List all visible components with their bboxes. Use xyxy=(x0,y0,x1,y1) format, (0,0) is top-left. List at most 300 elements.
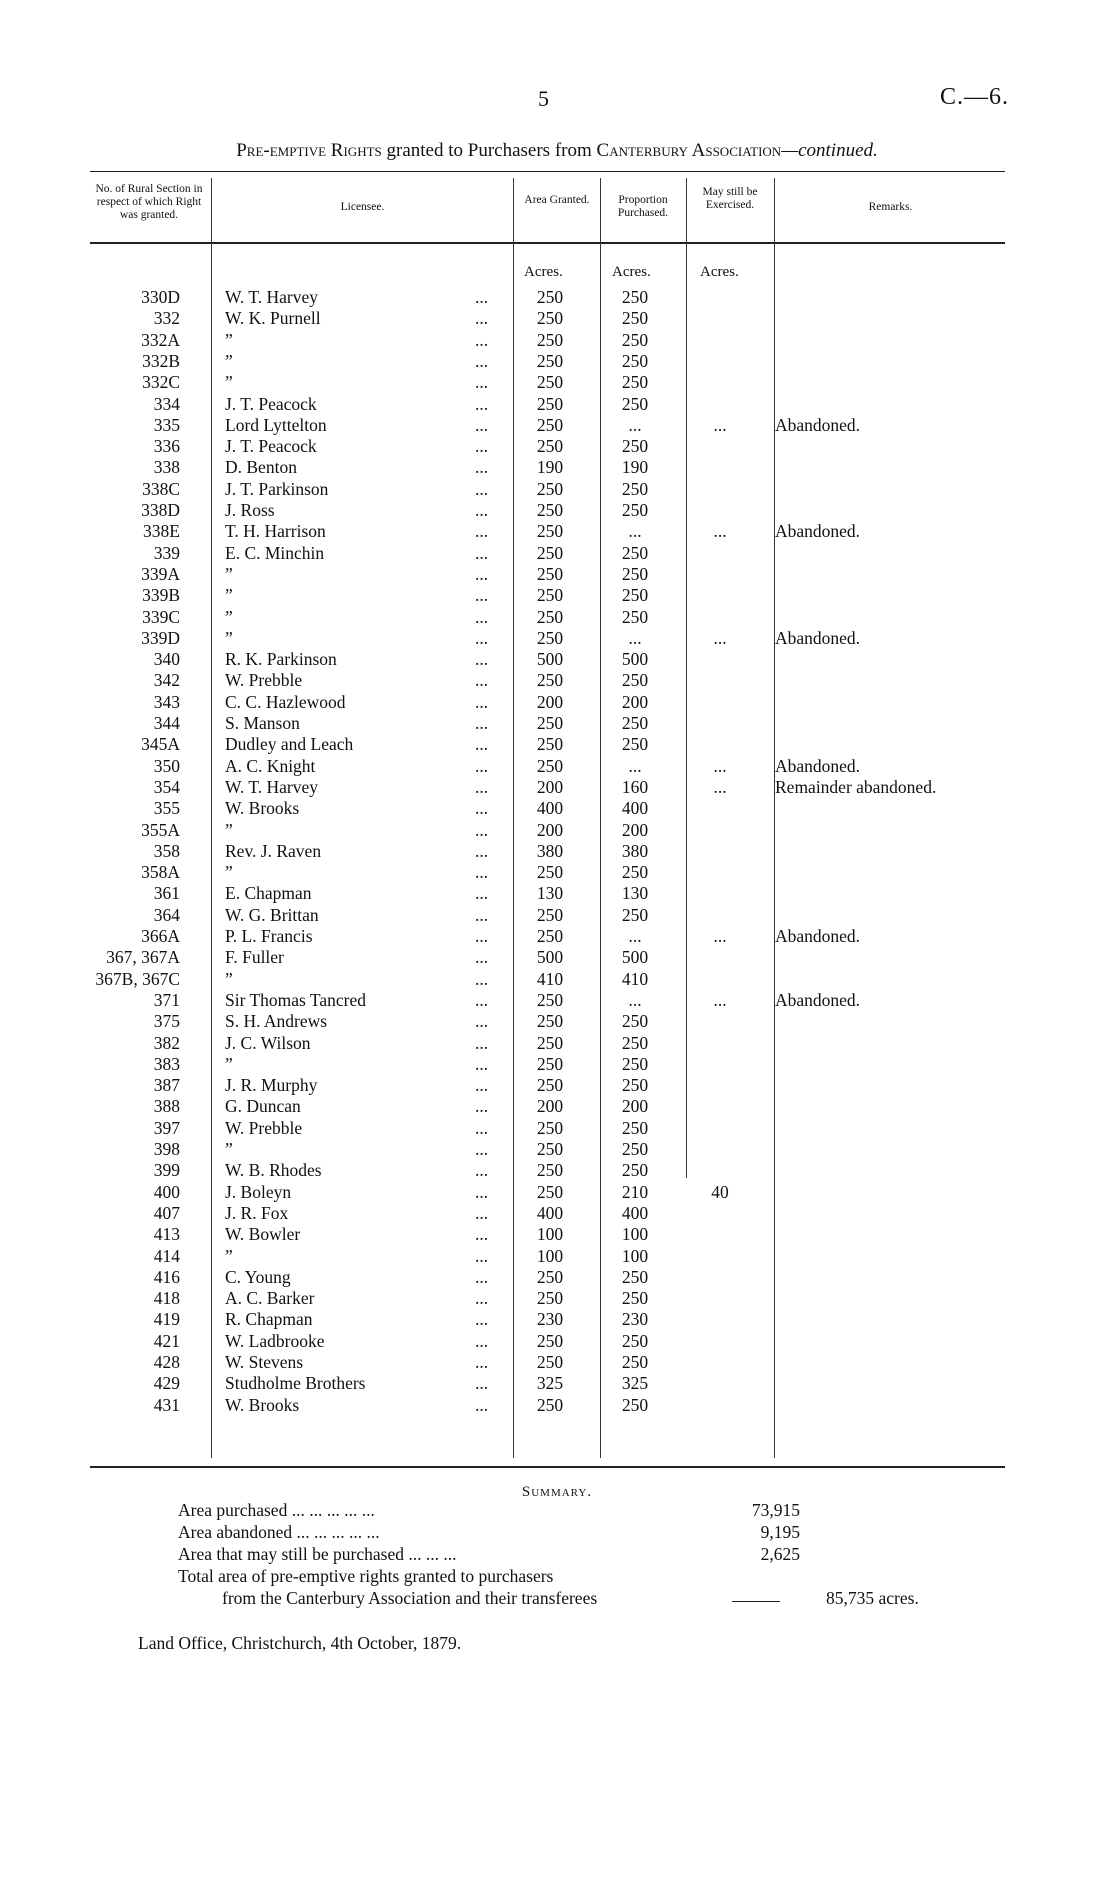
table-row xyxy=(90,947,1020,968)
licensee-cell: C. Young xyxy=(225,1266,291,1287)
area-cell: 250 xyxy=(536,308,564,329)
table-row xyxy=(90,841,1020,862)
leader-dots: ... xyxy=(475,521,489,542)
section-cell: 355A xyxy=(141,819,180,840)
table-row xyxy=(90,1203,1020,1224)
licensee-cell: J. C. Wilson xyxy=(225,1032,311,1053)
proportion-cell: 250 xyxy=(621,478,649,499)
leader-dots: ... xyxy=(475,776,489,797)
licensee-cell: J. R. Fox xyxy=(225,1202,289,1223)
proportion-cell: 250 xyxy=(621,862,649,883)
proportion-cell: 100 xyxy=(621,1224,649,1245)
table-row xyxy=(90,1395,1020,1416)
table-row xyxy=(90,351,1020,372)
section-cell: 345A xyxy=(141,734,180,755)
table-row xyxy=(90,1373,1020,1394)
section-cell: 332A xyxy=(141,329,180,350)
proportion-cell: 250 xyxy=(621,563,649,584)
may-exercise-cell: ... xyxy=(713,989,727,1010)
area-cell: 400 xyxy=(536,1202,564,1223)
section-cell: 332B xyxy=(142,350,180,371)
licensee-cell: J. R. Murphy xyxy=(225,1075,318,1096)
proportion-cell: ... xyxy=(628,521,642,542)
proportion-cell: 160 xyxy=(621,776,649,797)
proportion-cell: 250 xyxy=(621,1266,649,1287)
table-row xyxy=(90,756,1020,777)
proportion-cell: 250 xyxy=(621,1117,649,1138)
section-cell: 339D xyxy=(141,627,180,648)
col-header-may: May still be Exercised. xyxy=(702,186,758,211)
section-cell: 388 xyxy=(153,1096,180,1117)
area-cell: 250 xyxy=(536,393,564,414)
area-cell: 380 xyxy=(536,840,564,861)
section-cell: 334 xyxy=(153,393,180,414)
proportion-cell: 250 xyxy=(621,393,649,414)
proportion-cell: 250 xyxy=(621,606,649,627)
area-cell: 250 xyxy=(536,372,564,393)
leader-dots: ... xyxy=(475,798,489,819)
leader-dots: ... xyxy=(475,585,489,606)
section-cell: 336 xyxy=(153,436,180,457)
proportion-cell: 250 xyxy=(621,1075,649,1096)
leader-dots: ... xyxy=(475,862,489,883)
table-row xyxy=(90,394,1020,415)
remarks-cell: Abandoned. xyxy=(775,414,861,435)
section-cell: 400 xyxy=(153,1181,180,1202)
licensee-cell: ” xyxy=(225,329,233,350)
area-cell: 250 xyxy=(536,606,564,627)
title-org: Canterbury Association xyxy=(596,140,782,161)
proportion-cell: 250 xyxy=(621,585,649,606)
page-code: C.—6. xyxy=(940,84,1010,110)
table-row xyxy=(90,820,1020,841)
area-cell: 250 xyxy=(536,1053,564,1074)
may-exercise-cell: ... xyxy=(713,627,727,648)
section-cell: 338 xyxy=(153,457,180,478)
leader-dots: ... xyxy=(475,713,489,733)
summary-title-text: Summary. xyxy=(521,1484,593,1500)
licensee-cell: W. Prebble xyxy=(225,670,303,691)
area-cell: 200 xyxy=(536,819,564,840)
area-cell: 250 xyxy=(536,542,564,563)
proportion-cell: 250 xyxy=(621,904,649,925)
leader-dots: ... xyxy=(475,1352,489,1372)
section-cell: 361 xyxy=(153,883,180,904)
proportion-cell: 230 xyxy=(621,1309,649,1330)
leader-dots: ... xyxy=(475,350,489,371)
area-cell: 230 xyxy=(536,1309,564,1330)
licensee-cell: ” xyxy=(225,819,233,840)
leader-dots: ... xyxy=(475,1117,489,1138)
area-cell: 250 xyxy=(536,755,564,776)
leader-dots: ... xyxy=(475,563,489,584)
licensee-cell: ” xyxy=(225,350,233,371)
table-row xyxy=(90,734,1020,755)
area-cell: 410 xyxy=(536,968,564,989)
licensee-cell: W. Ladbrooke xyxy=(225,1330,325,1351)
remarks-cell: Abandoned. xyxy=(775,926,861,946)
table-row xyxy=(90,287,1020,308)
summary-total-line2: from the Canterbury Association and their transferees xyxy=(222,1588,598,1608)
leader-dots: ... xyxy=(475,1139,489,1159)
proportion-cell: 250 xyxy=(621,287,649,307)
leader-dots: ... xyxy=(475,457,489,478)
table-row xyxy=(90,415,1020,436)
summary-total-value: 85,735 acres. xyxy=(826,1588,919,1608)
licensee-cell: Lord Lyttelton xyxy=(225,414,327,435)
licensee-cell: W. Bowler xyxy=(225,1224,301,1245)
licensee-cell: Sir Thomas Tancred xyxy=(225,989,367,1010)
leader-dots: ... xyxy=(475,1160,489,1181)
area-cell: 100 xyxy=(536,1224,564,1245)
leader-dots: ... xyxy=(475,372,489,393)
section-cell: 428 xyxy=(153,1352,180,1372)
area-cell: 250 xyxy=(536,1160,564,1181)
proportion-cell: 190 xyxy=(621,457,649,478)
licensee-cell: ” xyxy=(225,862,233,883)
section-cell: 419 xyxy=(153,1309,180,1330)
area-cell: 250 xyxy=(536,1117,564,1138)
proportion-cell: 400 xyxy=(621,798,649,819)
section-cell: 418 xyxy=(153,1288,180,1309)
section-cell: 339A xyxy=(141,563,180,584)
area-cell: 250 xyxy=(536,989,564,1010)
title-suffix: —continued. xyxy=(781,140,878,161)
area-cell: 250 xyxy=(536,563,564,584)
summary-purchased-label: Area purchased ... ... ... ... ... xyxy=(178,1500,375,1520)
area-cell: 250 xyxy=(536,521,564,542)
leader-dots: ... xyxy=(475,414,489,435)
licensee-cell: E. Chapman xyxy=(225,883,312,904)
leader-dots: ... xyxy=(475,500,489,520)
section-cell: 367B, 367C xyxy=(95,968,180,989)
section-cell: 397 xyxy=(153,1117,180,1138)
proportion-cell: 250 xyxy=(621,500,649,520)
table-row xyxy=(90,330,1020,351)
may-exercise-cell: ... xyxy=(713,755,727,776)
licensee-cell: Studholme Brothers xyxy=(225,1373,366,1394)
section-cell: 332 xyxy=(153,308,180,329)
table-row xyxy=(90,628,1020,649)
proportion-cell: 250 xyxy=(621,1032,649,1053)
area-cell: 250 xyxy=(536,436,564,457)
licensee-cell: T. H. Harrison xyxy=(225,521,326,542)
may-exercise-cell: ... xyxy=(713,414,727,435)
table-row xyxy=(90,926,1020,947)
leader-dots: ... xyxy=(475,883,489,904)
table-row xyxy=(90,607,1020,628)
may-exercise-cell: ... xyxy=(713,926,727,946)
area-cell: 250 xyxy=(536,1330,564,1351)
area-cell: 250 xyxy=(536,585,564,606)
table-row xyxy=(90,1224,1020,1245)
licensee-cell: J. Boleyn xyxy=(225,1181,292,1202)
leader-dots: ... xyxy=(475,436,489,457)
col-header-remarks: Remarks. xyxy=(868,201,913,213)
table-row xyxy=(90,1011,1020,1032)
licensee-cell: ” xyxy=(225,563,233,584)
section-cell: 350 xyxy=(153,755,180,776)
licensee-cell: E. C. Minchin xyxy=(225,542,325,563)
proportion-cell: 250 xyxy=(621,1053,649,1074)
licensee-cell: W. G. Brittan xyxy=(225,904,319,925)
table-row xyxy=(90,883,1020,904)
area-cell: 200 xyxy=(536,691,564,712)
area-cell: 250 xyxy=(536,1011,564,1032)
table-row xyxy=(90,969,1020,990)
proportion-cell: 250 xyxy=(621,308,649,329)
table-row xyxy=(90,670,1020,691)
table-row xyxy=(90,713,1020,734)
proportion-cell: ... xyxy=(628,989,642,1010)
proportion-cell: 250 xyxy=(621,1160,649,1181)
licensee-cell: G. Duncan xyxy=(225,1096,301,1117)
table-header-rule xyxy=(90,242,1005,244)
area-cell: 250 xyxy=(536,1181,564,1202)
section-cell: 371 xyxy=(153,989,180,1010)
leader-dots: ... xyxy=(475,1053,489,1074)
leader-dots: ... xyxy=(475,606,489,627)
table-row xyxy=(90,1331,1020,1352)
leader-dots: ... xyxy=(475,393,489,414)
section-cell: 358A xyxy=(141,862,180,883)
table-row xyxy=(90,543,1020,564)
area-cell: 400 xyxy=(536,798,564,819)
licensee-cell: ” xyxy=(225,627,233,648)
section-cell: 343 xyxy=(153,691,180,712)
table-row xyxy=(90,1118,1020,1139)
leader-dots: ... xyxy=(475,308,489,329)
may-exercise-cell: ... xyxy=(713,521,727,542)
summary-purchased-value: 73,915 xyxy=(751,1500,800,1520)
licensee-cell: W. K. Purnell xyxy=(225,308,321,329)
section-cell: 338C xyxy=(142,478,180,499)
area-cell: 250 xyxy=(536,1139,564,1159)
proportion-cell: 250 xyxy=(621,350,649,371)
leader-dots: ... xyxy=(475,1075,489,1096)
units-proportion: Acres. xyxy=(612,264,651,280)
section-cell: 431 xyxy=(153,1394,180,1415)
licensee-cell: ” xyxy=(225,585,233,606)
area-cell: 200 xyxy=(536,776,564,797)
table-row xyxy=(90,990,1020,1011)
summary-abandoned-label: Area abandoned ... ... ... ... ... xyxy=(178,1522,380,1542)
section-cell: 413 xyxy=(153,1224,180,1245)
proportion-cell: 250 xyxy=(621,1352,649,1372)
section-cell: 338E xyxy=(143,521,180,542)
area-cell: 190 xyxy=(536,457,564,478)
leader-dots: ... xyxy=(475,1224,489,1245)
licensee-cell: P. L. Francis xyxy=(225,926,313,946)
proportion-cell: 250 xyxy=(621,670,649,691)
table-row xyxy=(90,777,1020,798)
licensee-cell: J. Ross xyxy=(225,500,275,520)
table-row xyxy=(90,585,1020,606)
section-cell: 364 xyxy=(153,904,180,925)
section-cell: 429 xyxy=(153,1373,180,1394)
leader-dots: ... xyxy=(475,287,489,307)
leader-dots: ... xyxy=(475,1011,489,1032)
table-row xyxy=(90,1352,1020,1373)
table-row xyxy=(90,1246,1020,1267)
proportion-cell: 500 xyxy=(621,649,649,670)
section-cell: 339B xyxy=(142,585,180,606)
table-row xyxy=(90,564,1020,585)
remarks-cell: Abandoned. xyxy=(775,989,861,1010)
col-header-section: No. of Rural Section in respect of which Right was granted. xyxy=(95,183,203,221)
proportion-cell: 250 xyxy=(621,734,649,755)
leader-dots: ... xyxy=(475,670,489,691)
area-cell: 325 xyxy=(536,1373,564,1394)
leader-dots: ... xyxy=(475,1373,489,1394)
area-cell: 250 xyxy=(536,1075,564,1096)
table-row xyxy=(90,1160,1020,1181)
licensee-cell: W. Prebble xyxy=(225,1117,303,1138)
licensee-cell: ” xyxy=(225,1139,233,1159)
section-cell: 375 xyxy=(153,1011,180,1032)
section-cell: 338D xyxy=(141,500,180,520)
area-cell: 250 xyxy=(536,329,564,350)
section-cell: 332C xyxy=(142,372,180,393)
proportion-cell: 250 xyxy=(621,1330,649,1351)
section-cell: 366A xyxy=(141,926,180,946)
table-row xyxy=(90,436,1020,457)
proportion-cell: 250 xyxy=(621,1288,649,1309)
section-cell: 398 xyxy=(153,1139,180,1159)
table-row xyxy=(90,798,1020,819)
proportion-cell: 250 xyxy=(621,1394,649,1415)
leader-dots: ... xyxy=(475,329,489,350)
table-row xyxy=(90,1288,1020,1309)
proportion-cell: 200 xyxy=(621,1096,649,1117)
section-cell: 339 xyxy=(153,542,180,563)
proportion-cell: 200 xyxy=(621,819,649,840)
leader-dots: ... xyxy=(475,1202,489,1223)
leader-dots: ... xyxy=(475,734,489,755)
proportion-cell: 100 xyxy=(621,1245,649,1266)
leader-dots: ... xyxy=(475,691,489,712)
section-cell: 330D xyxy=(141,287,180,307)
table-row xyxy=(90,1267,1020,1288)
table-row xyxy=(90,1054,1020,1075)
remarks-cell: Abandoned. xyxy=(775,755,861,776)
table-row xyxy=(90,1309,1020,1330)
licensee-cell: A. C. Barker xyxy=(225,1288,315,1309)
area-cell: 250 xyxy=(536,1394,564,1415)
area-cell: 250 xyxy=(536,1352,564,1372)
area-cell: 250 xyxy=(536,1032,564,1053)
leader-dots: ... xyxy=(475,1288,489,1309)
col-header-proportion: Proportion Purchased. xyxy=(617,194,669,219)
licensee-cell: ” xyxy=(225,606,233,627)
leader-dots: ... xyxy=(475,1266,489,1287)
proportion-cell: 250 xyxy=(621,436,649,457)
table-row xyxy=(90,649,1020,670)
title-prefix: Pre-emptive Rights xyxy=(236,140,382,161)
leader-dots: ... xyxy=(475,947,489,968)
leader-dots: ... xyxy=(475,627,489,648)
table-row xyxy=(90,521,1020,542)
licensee-cell: D. Benton xyxy=(225,457,297,478)
proportion-cell: 200 xyxy=(621,691,649,712)
may-exercise-cell: 40 xyxy=(711,1181,729,1202)
proportion-cell: 400 xyxy=(621,1202,649,1223)
licensee-cell: W. T. Harvey xyxy=(225,776,318,797)
section-cell: 367, 367A xyxy=(106,947,180,968)
leader-dots: ... xyxy=(475,1032,489,1053)
table-row xyxy=(90,692,1020,713)
licensee-cell: S. Manson xyxy=(225,713,300,733)
area-cell: 130 xyxy=(536,883,564,904)
units-may: Acres. xyxy=(700,264,739,280)
area-cell: 250 xyxy=(536,734,564,755)
licensee-cell: W. Brooks xyxy=(225,1394,300,1415)
section-cell: 407 xyxy=(153,1202,180,1223)
licensee-cell: J. T. Peacock xyxy=(225,393,317,414)
licensee-cell: W. Stevens xyxy=(225,1352,304,1372)
proportion-cell: ... xyxy=(628,627,642,648)
remarks-cell: Abandoned. xyxy=(775,627,861,648)
area-cell: 250 xyxy=(536,713,564,733)
licensee-cell: R. Chapman xyxy=(225,1309,313,1330)
leader-dots: ... xyxy=(475,542,489,563)
area-cell: 250 xyxy=(536,414,564,435)
col-header-area: Area Granted. xyxy=(524,194,590,206)
table-row xyxy=(90,905,1020,926)
section-cell: 340 xyxy=(153,649,180,670)
area-cell: 250 xyxy=(536,627,564,648)
licensee-cell: W. T. Harvey xyxy=(225,287,318,307)
units-area: Acres. xyxy=(524,264,563,280)
proportion-cell: 130 xyxy=(621,883,649,904)
licensee-cell: Dudley and Leach xyxy=(225,734,354,755)
leader-dots: ... xyxy=(475,904,489,925)
area-cell: 250 xyxy=(536,478,564,499)
area-cell: 250 xyxy=(536,287,564,307)
leader-dots: ... xyxy=(475,840,489,861)
licensee-cell: J. T. Parkinson xyxy=(225,478,329,499)
proportion-cell: 210 xyxy=(621,1181,649,1202)
table-row xyxy=(90,1033,1020,1054)
proportion-cell: ... xyxy=(628,926,642,946)
area-cell: 250 xyxy=(536,350,564,371)
area-cell: 500 xyxy=(536,947,564,968)
leader-dots: ... xyxy=(475,1394,489,1415)
proportion-cell: 500 xyxy=(621,947,649,968)
leader-dots: ... xyxy=(475,1181,489,1202)
section-cell: 383 xyxy=(153,1053,180,1074)
leader-dots: ... xyxy=(475,1309,489,1330)
section-cell: 421 xyxy=(153,1330,180,1351)
licensee-cell: ” xyxy=(225,968,233,989)
proportion-cell: ... xyxy=(628,755,642,776)
area-cell: 250 xyxy=(536,500,564,520)
section-cell: 387 xyxy=(153,1075,180,1096)
table-row xyxy=(90,862,1020,883)
area-cell: 250 xyxy=(536,670,564,691)
section-cell: 342 xyxy=(153,670,180,691)
leader-dots: ... xyxy=(475,1096,489,1117)
area-cell: 250 xyxy=(536,904,564,925)
table-row xyxy=(90,1096,1020,1117)
leader-dots: ... xyxy=(475,926,489,946)
may-exercise-cell: ... xyxy=(713,776,727,797)
area-cell: 500 xyxy=(536,649,564,670)
licensee-cell: W. B. Rhodes xyxy=(225,1160,322,1181)
proportion-cell: 250 xyxy=(621,1011,649,1032)
proportion-cell: 250 xyxy=(621,542,649,563)
proportion-cell: 250 xyxy=(621,1139,649,1159)
